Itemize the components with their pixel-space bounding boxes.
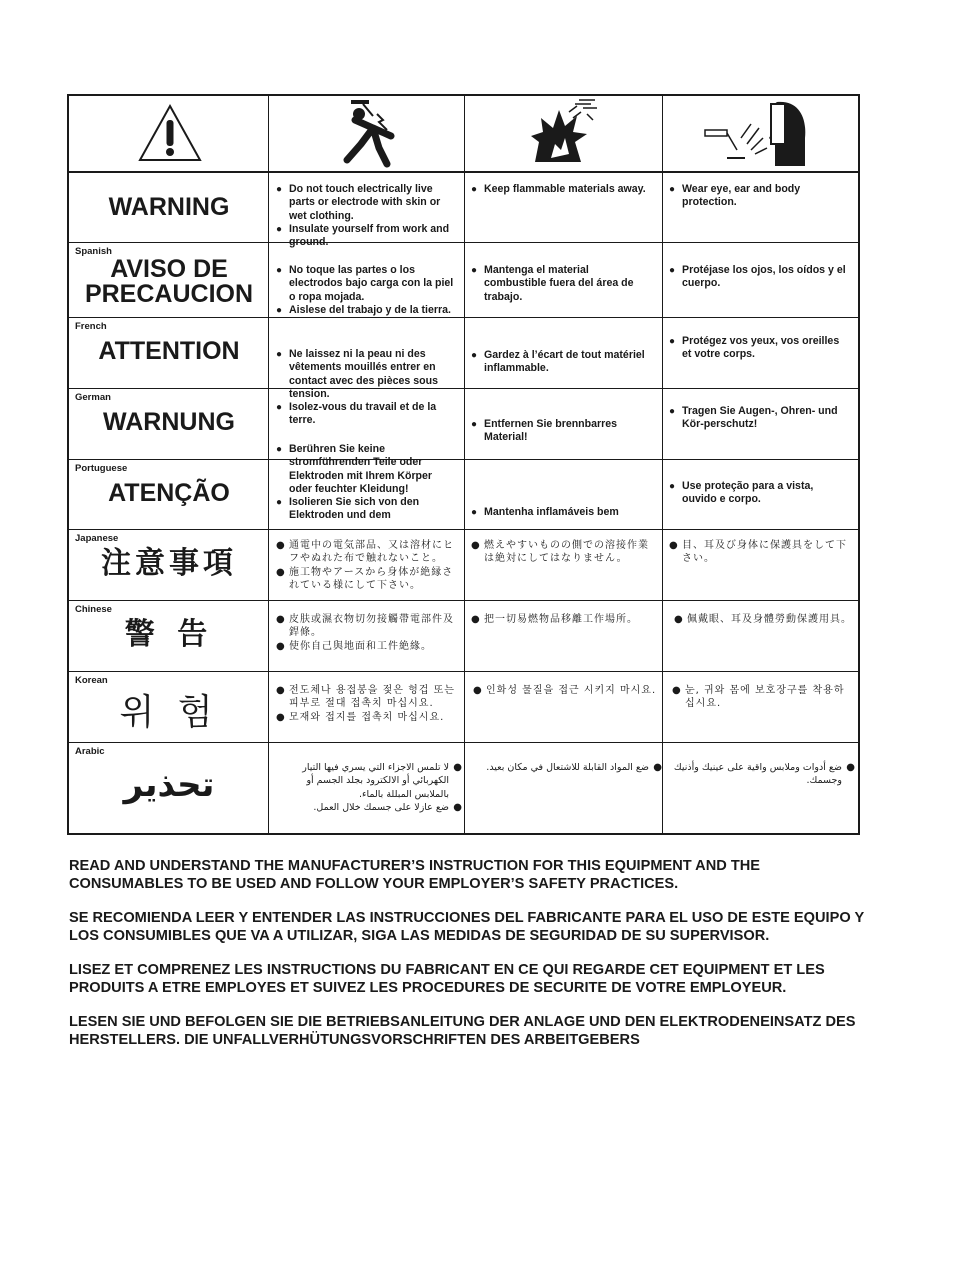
instruction-german: LESEN SIE UND BEFOLGEN SIE DIE BETRIEBSANLEITUNG DER ANLAGE UND DEN ELEKTRODENEINSATZ DES HERSTELLERS. DIE UNFALLVERHÜTUNGSVORSCHRIFTEN DES ARBEITGEBERS — [69, 1014, 856, 1048]
list-item: ● No toque las partes o los electrodos bajo carga con la piel o ropa mojada. — [276, 264, 456, 304]
list-item: ● 눈, 귀와 몸에 보호장구를 착용하십시요. — [672, 684, 852, 711]
instruction-french: LISEZ ET COMPRENEZ LES INSTRUCTIONS DU FABRICANT EN CE QUI REGARDE CET EQUIPMENT ET LES PRODUITS A ETRE EMPLOYES ET SUIVEZ LES PROCEDURES DE SECURITE DE VOTRE EMPLOYEUR. — [69, 962, 825, 996]
list-item: ● 皮肤或濕衣物切勿接觸帶電部件及銲條。 — [276, 613, 456, 640]
list-item: ● Berühren Sie keine stromführenden Teile oder Elektroden mit Ihrem Körper oder feuchter Kleidung! — [276, 443, 456, 496]
instructions-block — [69, 858, 869, 1066]
list-item: ● 燃えやすいものの側での溶接作業は絶対にしてはなりません。 — [471, 539, 651, 566]
instruction-english: READ AND UNDERSTAND THE MANUFACTURER’S INSTRUCTION FOR THIS EQUIPMENT AND THE CONSUMABLES TO BE USED AND FOLLOW YOUR EMPLOYER’S SAFETY PRACTICES. — [69, 858, 761, 892]
fire-hazard-text — [471, 613, 656, 626]
list-item: ● Isolez-vous du travail et de la terre. — [276, 401, 456, 428]
shock-hazard-text — [276, 264, 456, 317]
warning-title: AVISO DE PRECAUCION — [84, 255, 254, 308]
language-row — [69, 243, 858, 318]
warning-title: ATENÇÃO — [108, 479, 230, 507]
protection-text — [669, 761, 855, 788]
list-item: ● Gardez à l’écart de tout matériel inflammable. — [471, 349, 651, 376]
list-item: ● Do not touch electrically live parts or electrode with skin or wet clothing. — [276, 183, 456, 223]
fire-hazard-text — [471, 264, 651, 304]
protection-text — [674, 613, 859, 626]
list-item: ● ضع المواد القابلة للاشتعال في مكان بعيد. — [479, 761, 662, 774]
list-item: ● Ne laissez ni la peau ni des vêtements mouillés entrer en contact avec des pièces sous tension. — [276, 348, 456, 401]
list-item: ● Use proteção para a vista, ouvido e corpo. — [669, 480, 849, 507]
fire-hazard-text — [471, 539, 651, 566]
instruction-spanish: SE RECOMIENDA LEER Y ENTENDER LAS INSTRUCCIONES DEL FABRICANTE PARA EL USO DE ESTE EQUIPO Y LOS CONSUMIBLES QUE VA A UTILIZAR, SIGA LAS MEDIDAS DE SEGURIDAD DE SU SUPERVISOR. — [69, 910, 864, 944]
list-item: ● 把一切易燃物品移離工作場所。 — [471, 613, 656, 626]
list-item: ● Wear eye, ear and body protection. — [669, 183, 851, 210]
list-item: ● 인화성 물질을 접근 시키지 마시요. — [473, 684, 663, 697]
list-item: ● ضع أدوات وملابس واقية على عينيك وأذنيك وجسمك. — [669, 761, 855, 788]
list-item: ● Entfernen Sie brennbarres Material! — [471, 418, 651, 445]
language-label: German — [75, 392, 111, 403]
protection-text — [669, 539, 849, 566]
fire-explosion-icon — [524, 98, 604, 168]
list-item: ● لا تلمس الاجزاء التي يسري فيها التيار الكهربائي أو الالكترود بجلد الجسم أو بالملابس المبللة بالماء. — [297, 761, 462, 801]
list-item: ● 目、耳及び身体に保護具をして下さい。 — [669, 539, 849, 566]
list-item: ● Isolieren Sie sich von den Elektroden und dem — [276, 496, 456, 523]
shock-hazard-text — [297, 761, 462, 814]
list-item: ● Tragen Sie Augen-, Ohren- und Kör-perschutz! — [669, 405, 849, 432]
language-label: Spanish — [75, 246, 112, 257]
list-item: ● Keep flammable materials away. — [471, 183, 656, 196]
fire-hazard-text — [471, 506, 651, 519]
list-item: ● 施工物やアースから身体が絶縁されている様にして下さい。 — [276, 566, 456, 593]
list-item: ● 佩戴眼、耳及身體勞動保護用具。 — [674, 613, 859, 626]
warning-title: 注意事項 — [101, 546, 237, 581]
language-row — [69, 672, 858, 743]
list-item: ● 使你自己與地面和工件絶緣。 — [276, 640, 456, 653]
language-label: Arabic — [75, 746, 105, 757]
list-item: ● 通電中の電気部品、又は溶材にヒフやぬれた布で触れないこと。 — [276, 539, 456, 566]
warning-table — [67, 94, 860, 835]
fire-hazard-text — [479, 761, 662, 774]
electric-shock-icon — [331, 98, 406, 168]
language-row — [69, 460, 858, 530]
list-item: ● Insulate yourself from work and ground. — [276, 223, 456, 250]
list-item: ● ضع عازلا على جسمك خلال العمل. — [297, 801, 462, 814]
warning-title: WARNUNG — [103, 408, 235, 436]
warning-title: 警 告 — [124, 617, 214, 652]
warning-title: WARNING — [108, 193, 230, 221]
eye-ear-protection-icon — [699, 98, 809, 168]
language-label: French — [75, 321, 107, 332]
language-label: Chinese — [75, 604, 112, 615]
shock-hazard-text — [276, 684, 461, 724]
language-row — [69, 743, 858, 835]
list-item: ● 모재와 접지를 접촉치 마십시요. — [276, 711, 461, 724]
fire-hazard-text — [473, 684, 663, 697]
language-row — [69, 530, 858, 601]
warning-title: تحذير — [123, 765, 215, 805]
warning-title: 위 험 — [119, 692, 219, 733]
warning-title: ATTENTION — [98, 337, 240, 365]
language-row — [69, 601, 858, 672]
list-item: ● 전도체나 용접봉을 젖은 헝겁 또는 피부로 절대 접촉치 마십시요. — [276, 684, 461, 711]
fire-hazard-text — [471, 418, 651, 445]
protection-text — [669, 264, 854, 291]
list-item: ● Protéjase los ojos, los oídos y el cuerpo. — [669, 264, 854, 291]
language-label: Portuguese — [75, 463, 128, 474]
shock-hazard-text — [276, 613, 456, 653]
language-row — [69, 172, 858, 249]
list-item: ● Mantenga el material combustible fuera del área de trabajo. — [471, 264, 651, 304]
fire-hazard-text — [471, 349, 651, 376]
protection-text — [672, 684, 852, 711]
fire-hazard-text — [471, 183, 656, 196]
protection-text — [669, 335, 849, 362]
list-item: ● Protégez vos yeux, vos oreilles et votre corps. — [669, 335, 849, 362]
language-label: Japanese — [75, 533, 119, 544]
warning-triangle-icon — [135, 102, 205, 164]
list-item: ● Aislese del trabajo y de la tierra. — [276, 304, 456, 317]
protection-text — [669, 405, 849, 432]
protection-text — [669, 480, 849, 507]
protection-text — [669, 183, 851, 210]
language-label: Korean — [75, 675, 108, 686]
shock-hazard-text — [276, 539, 456, 592]
list-item: ● Mantenha inflamáveis bem — [471, 506, 651, 519]
shock-hazard-text — [276, 183, 456, 249]
